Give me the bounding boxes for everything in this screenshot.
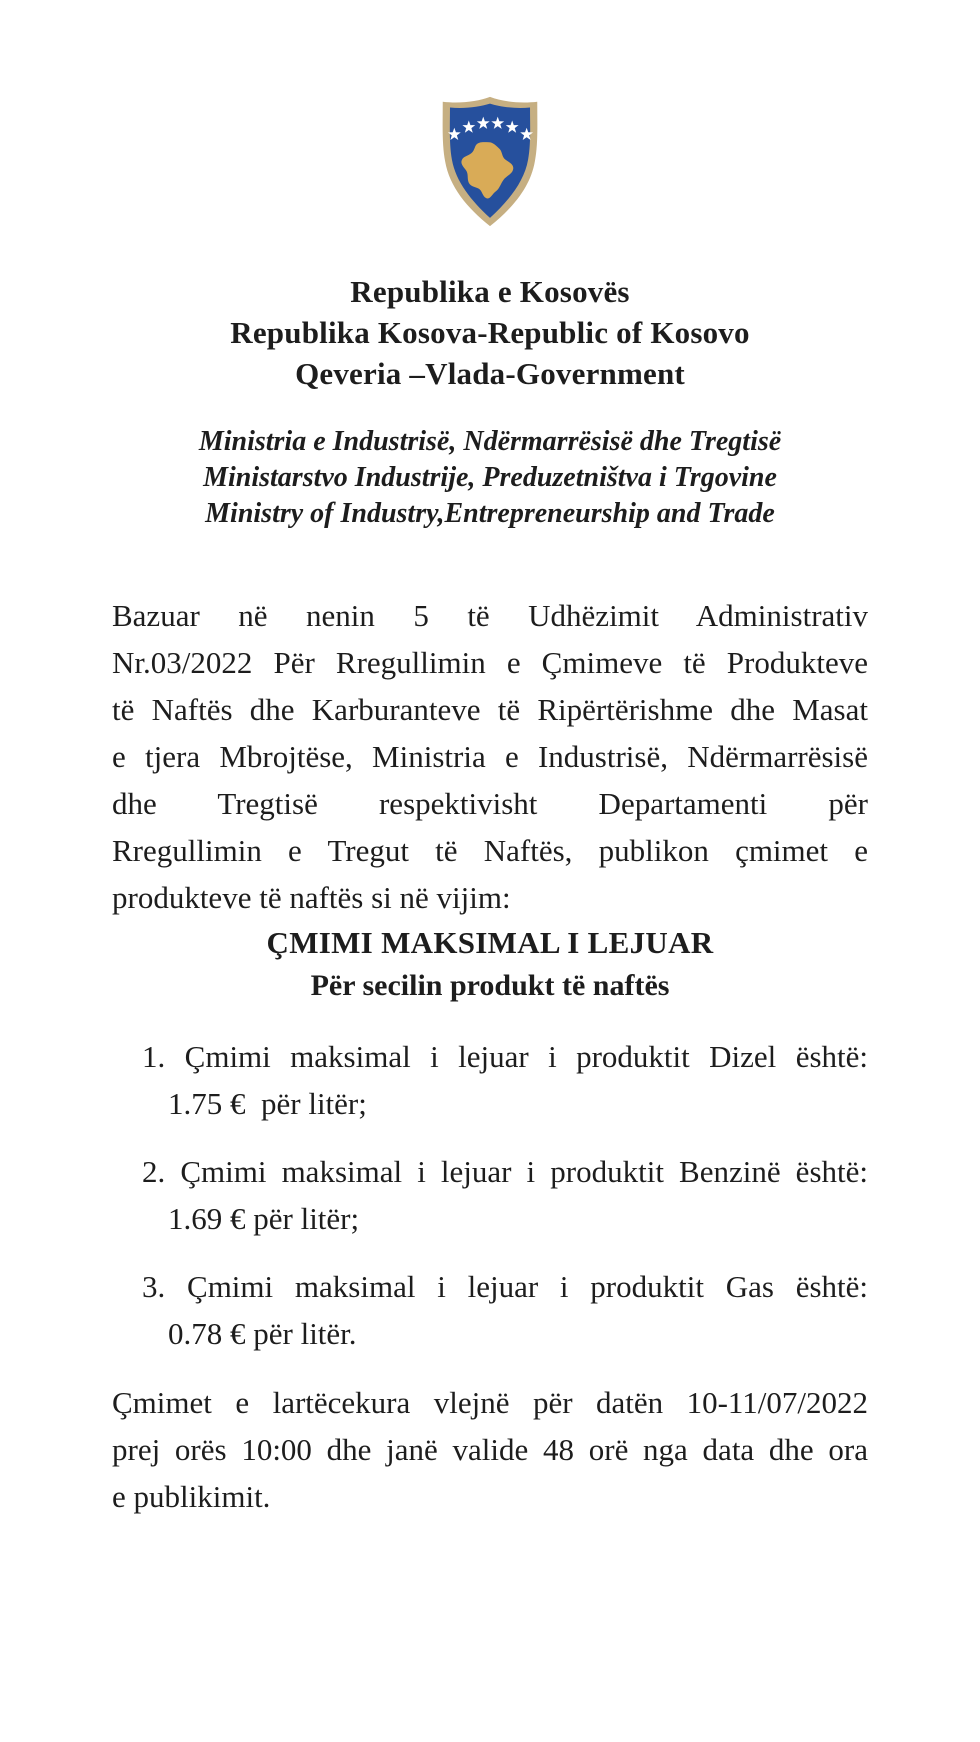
item-text: Çmimi maksimal i lejuar i produktit Dizel është: [184, 1039, 869, 1074]
republic-name-multilingual: Republika Kosova-Republic of Kosovo [230, 315, 750, 350]
government-line: Qeveria –Vlada-Government [295, 356, 685, 391]
item-number: 2. [142, 1154, 166, 1189]
price-item-gas [142, 1263, 868, 1357]
price-item-line [142, 1033, 868, 1080]
validity-line: prej orës 10:00 dhe janë valide 48 orë nga data dhe ora [112, 1432, 868, 1467]
ministry-name-serbian: Ministarstvo Industrije, Preduzetništva i Trgovine [203, 462, 777, 493]
intro-line: e tjera Mbrojtëse, Ministria e Industrisë, Ndërmarrësisë [112, 739, 868, 774]
ministry-name-english: Ministry of Industry,Entrepreneurship and Trade [205, 498, 775, 529]
price-item-benzine [142, 1148, 868, 1242]
intro-line: dhe Tregtisë respektivisht Departamenti për [112, 786, 868, 821]
intro-line: Nr.03/2022 Për Rregullimin e Çmimeve të Produkteve [112, 645, 868, 680]
republic-header [112, 271, 868, 394]
intro-paragraph [112, 592, 868, 921]
item-text: Çmimi maksimal i lejuar i produktit Benzinë është: [180, 1154, 868, 1189]
ministry-name-albanian: Ministria e Industrisë, Ndërmarrësisë dhe Tregtisë [198, 426, 782, 457]
document-content [112, 271, 868, 1520]
max-price-subheading: Për secilin produkt të naftës [310, 969, 670, 1002]
item-number: 3. [142, 1269, 166, 1304]
price-item-dizel [142, 1033, 868, 1127]
intro-line: Bazuar në nenin 5 të Udhëzimit Administrativ [112, 598, 868, 633]
item-number: 1. [142, 1039, 166, 1074]
intro-line: Rregullimin e Tregut të Naftës, publikon çmimet e [112, 833, 868, 868]
price-list [112, 1033, 868, 1357]
intro-line: të Naftës dhe Karburanteve të Ripërtërishme dhe Masat [112, 692, 868, 727]
validity-paragraph [112, 1379, 868, 1520]
ministry-header [112, 424, 868, 532]
document-page [0, 94, 980, 1742]
item-text: Çmimi maksimal i lejuar i produktit Gas është: [187, 1269, 868, 1304]
republic-name-albanian: Republika e Kosovës [350, 274, 630, 309]
price-item-line [142, 1263, 868, 1310]
item-price: 1.69 € për litër; [168, 1201, 360, 1236]
item-price: 0.78 € për litër. [168, 1316, 357, 1351]
intro-line: produkteve të naftës si në vijim: [112, 880, 511, 915]
kosovo-coat-of-arms-icon [432, 94, 548, 229]
max-price-heading: ÇMIMI MAKSIMAL I LEJUAR [266, 925, 714, 960]
item-price: 1.75 € për litër; [168, 1086, 367, 1121]
price-item-line [142, 1148, 868, 1195]
validity-line: e publikimit. [112, 1479, 271, 1514]
kosovo-coat-of-arms [432, 94, 548, 229]
validity-line: Çmimet e lartëcekura vlejnë për datën 10-11/07/2022 [112, 1385, 868, 1420]
